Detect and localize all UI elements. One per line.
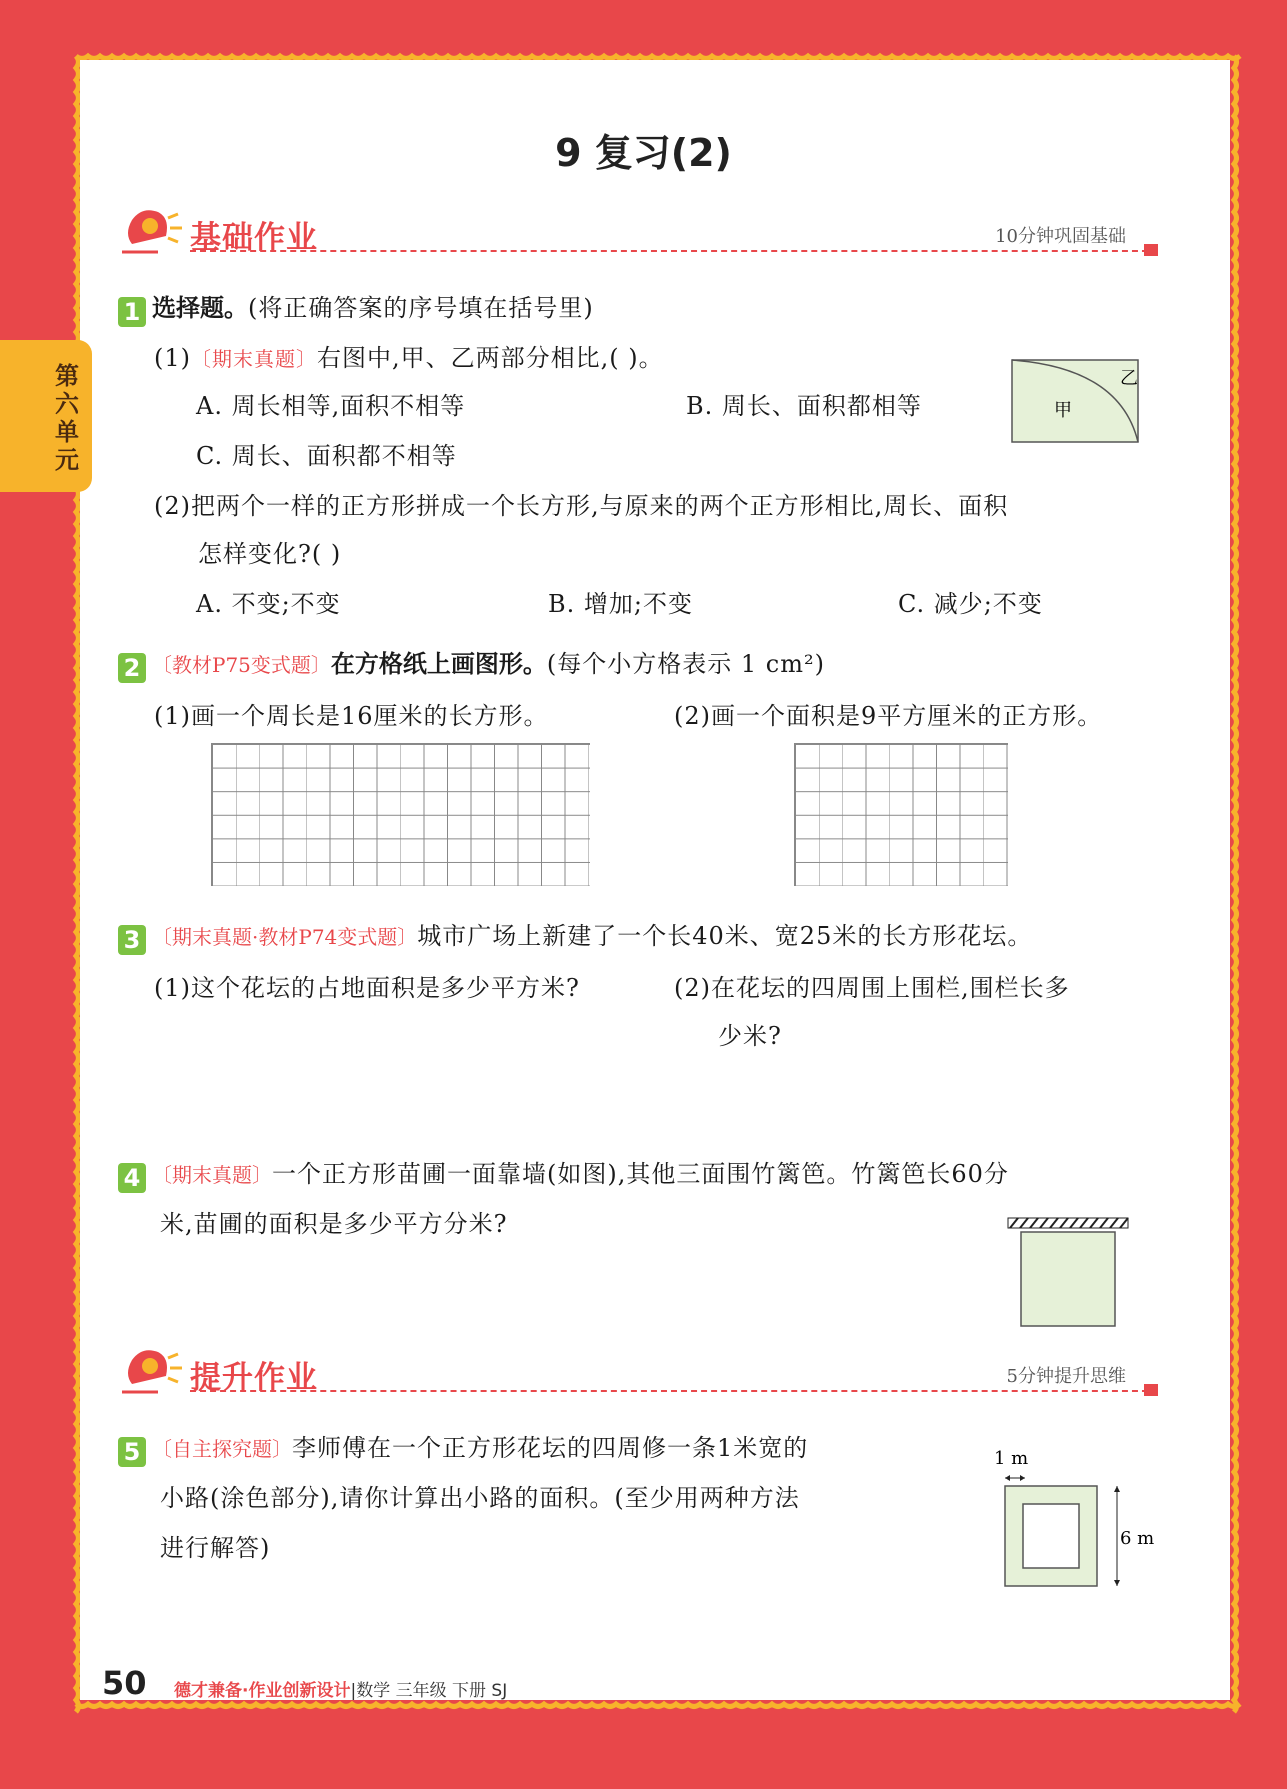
section-divider-end <box>1144 1384 1158 1396</box>
unit-tab-label: 第六单元 <box>55 362 79 474</box>
section-divider <box>190 250 1158 252</box>
figure-label-yi: 乙 <box>1120 368 1138 389</box>
q1-instruction: (将正确答案的序号填在括号里) <box>248 294 594 322</box>
footer-brand: 德才兼备·作业创新设计 <box>174 1681 351 1701</box>
q5-figure-path-around-square <box>990 1440 1155 1590</box>
q4-heading-row <box>118 1154 1009 1193</box>
bell-icon <box>118 204 184 256</box>
page-number: 50 <box>102 1664 147 1702</box>
page-title: 9 复习(2) <box>555 131 732 175</box>
q5-line3: 进行解答) <box>160 1534 271 1562</box>
footer-info: |数学 三年级 下册 SJ <box>350 1681 508 1701</box>
q5-tag: 〔自主探究题〕 <box>152 1437 292 1461</box>
q2-heading-row <box>118 644 825 683</box>
q3-p2-line1: (2)在花坛的四周围上围栏,围栏长多 <box>674 974 1070 1002</box>
q3-text: 城市广场上新建了一个长40米、宽25米的长方形花坛。 <box>417 922 1033 950</box>
section-subtitle: 10分钟巩固基础 <box>995 226 1126 247</box>
q4-number: 4 <box>118 1163 146 1193</box>
q5-line1: 李师傅在一个正方形花坛的四周修一条1米宽的 <box>292 1434 809 1462</box>
q4-tag: 〔期末真题〕 <box>152 1163 272 1187</box>
grid-paper-1[interactable] <box>211 743 590 886</box>
grid-paper-2[interactable] <box>794 743 1008 886</box>
q1-p1-stem <box>154 338 664 373</box>
width-label: 1 m <box>994 1448 1029 1469</box>
q4-line2: 米,苗圃的面积是多少平方分米? <box>160 1210 508 1238</box>
q1-p2-option-c: C. 减少;不变 <box>898 590 1043 618</box>
q2-heading: 在方格纸上画图形。 <box>330 650 547 678</box>
q3-p1: (1)这个花坛的占地面积是多少平方米? <box>154 974 580 1002</box>
q1-p1-option-b: B. 周长、面积都相等 <box>686 392 922 420</box>
q4-figure-garden-wall <box>1006 1218 1130 1330</box>
q1-heading: 选择题。 <box>152 294 248 322</box>
q3-tag: 〔期末真题·教材P74变式题〕 <box>152 925 418 949</box>
side-label: 6 m <box>1120 1528 1155 1549</box>
q1-p2-line2: 怎样变化?( ) <box>198 540 342 568</box>
section-subtitle: 5分钟提升思维 <box>1006 1366 1126 1387</box>
q1-p1-option-c: C. 周长、面积都不相等 <box>196 442 457 470</box>
q1-heading-row <box>118 288 594 327</box>
q2-p1: (1)画一个周长是16厘米的长方形。 <box>154 702 549 730</box>
q3-number: 3 <box>118 925 146 955</box>
q5-line2: 小路(涂色部分),请你计算出小路的面积。(至少用两种方法 <box>160 1484 800 1512</box>
section-title: 基础作业 <box>190 220 318 256</box>
section-divider-end <box>1144 244 1158 256</box>
q1-p1-tag: 〔期末真题〕 <box>191 347 317 371</box>
q1-p2-option-a: A. 不变;不变 <box>196 590 341 618</box>
section-divider <box>190 1390 1158 1392</box>
section-title: 提升作业 <box>190 1360 318 1396</box>
q1-p1-prefix: (1) <box>154 344 191 372</box>
q3-p2-line2: 少米? <box>718 1022 782 1050</box>
footer-text <box>174 1676 507 1701</box>
q1-p2-line1: (2)把两个一样的正方形拼成一个长方形,与原来的两个正方形相比,周长、面积 <box>154 492 1009 520</box>
q1-p1-text: 右图中,甲、乙两部分相比,( )。 <box>317 344 664 372</box>
figure-label-jia: 甲 <box>1054 400 1072 421</box>
q5-number: 5 <box>118 1437 146 1467</box>
section-header-advanced <box>118 1340 1158 1400</box>
q1-p2-option-b: B. 增加;不变 <box>548 590 693 618</box>
q1-figure-square-arc <box>1010 358 1140 444</box>
q2-tag: 〔教材P75变式题〕 <box>152 653 331 677</box>
q2-number: 2 <box>118 653 146 683</box>
q1-p1-option-a: A. 周长相等,面积不相等 <box>196 392 466 420</box>
q2-p2: (2)画一个面积是9平方厘米的正方形。 <box>674 702 1103 730</box>
q5-heading-row <box>118 1428 808 1467</box>
q3-heading-row <box>118 916 1032 955</box>
bell-icon <box>118 1344 184 1396</box>
q1-number: 1 <box>118 297 146 327</box>
q4-line1: 一个正方形苗圃一面靠墙(如图),其他三面围竹篱笆。竹篱笆长60分 <box>272 1160 1009 1188</box>
q2-instruction: (每个小方格表示 1 cm²) <box>546 650 825 678</box>
section-header-basic <box>118 200 1158 260</box>
